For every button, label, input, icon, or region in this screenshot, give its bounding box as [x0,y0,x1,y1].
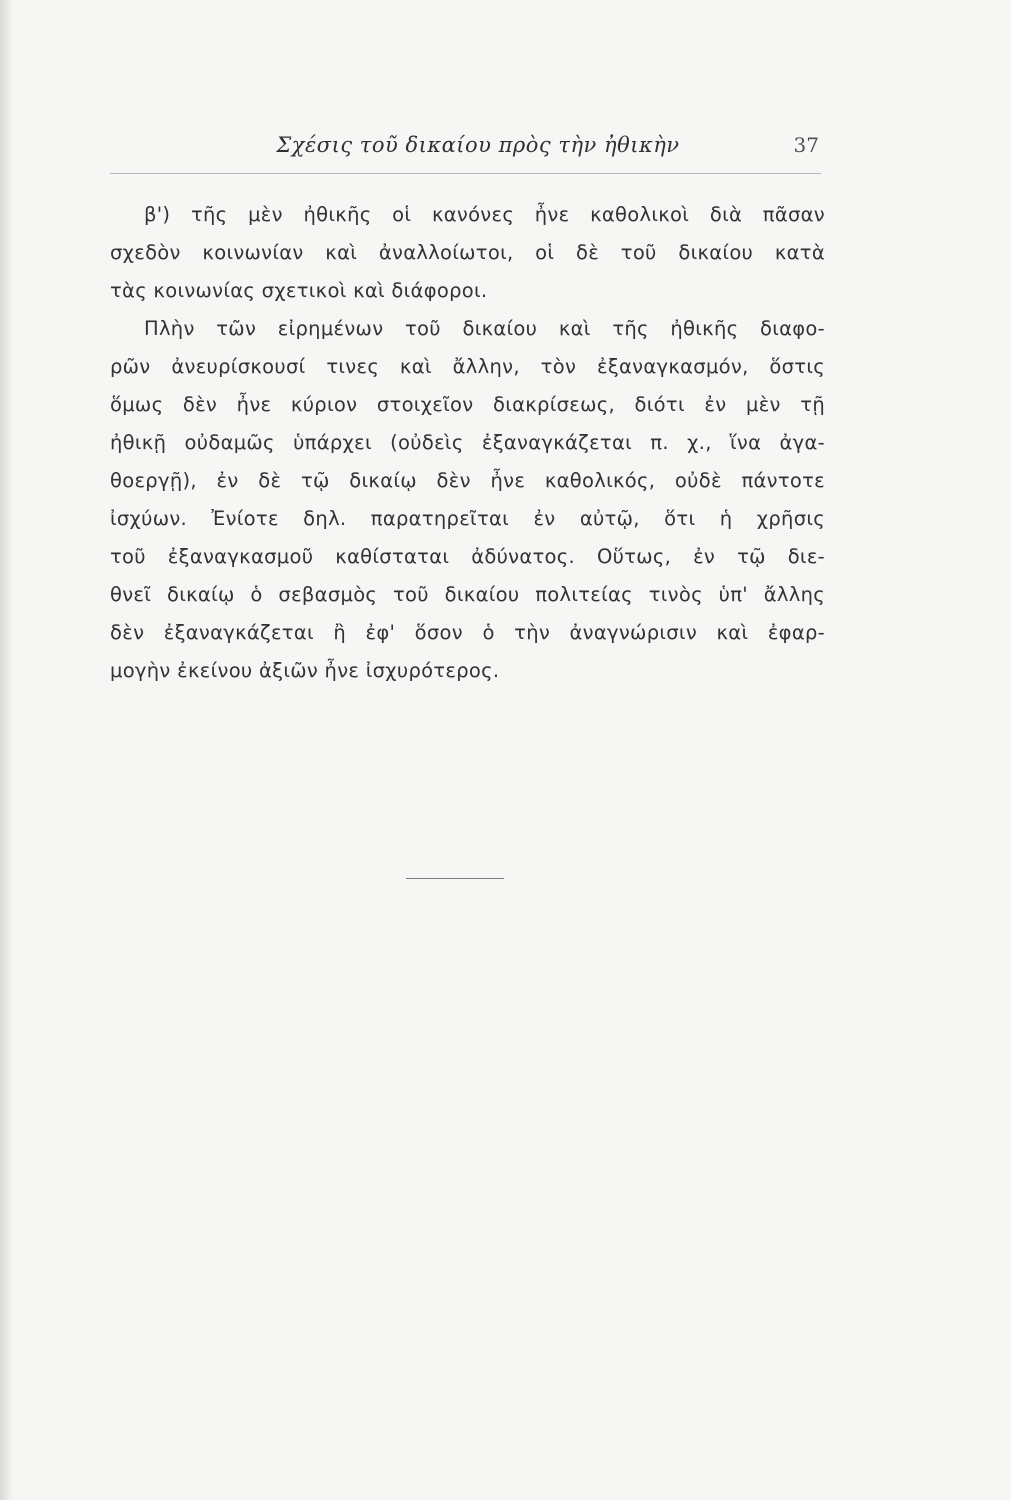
text-line: ὅμως δὲν ἦνε κύριον στοιχεῖον διακρίσεως, διότι ἐν μὲν τῇ [110,393,825,416]
text-line: μογὴν ἐκείνου ἀξιῶν ἦνε ἰσχυρότερος. [110,659,500,682]
text-line: θοεργῇ), ἐν δὲ τῷ δικαίῳ δὲν ἦνε καθολικός, οὐδὲ πάντοτε [110,469,825,492]
end-rule [406,878,504,879]
text-line: ρῶν ἀνευρίσκουσί τινες καὶ ἄλλην, τὸν ἐξαναγκασμόν, ὅστις [110,355,825,378]
text-line: θνεῖ δικαίῳ ὁ σεβασμὸς τοῦ δικαίου πολιτείας τινὸς ὑπ' ἄλλης [110,583,825,606]
text-line: β') τῆς μὲν ἠθικῆς οἱ κανόνες ἦνε καθολικοὶ διὰ πᾶσαν [144,203,825,226]
text-line: σχεδὸν κοινωνίαν καὶ ἀναλλοίωτοι, οἱ δὲ τοῦ δικαίου κατὰ [110,241,825,264]
body-text [110,196,825,690]
page-number: 37 [793,133,819,157]
text-line: τὰς κοινωνίας σχετικοὶ καὶ διάφοροι. [110,279,488,302]
page-edge-shadow [0,0,14,1500]
running-head-title: Σχέσις τοῦ δικαίου πρὸς τὴν ἠθικὴν [276,133,680,157]
text-line: τοῦ ἐξαναγκασμοῦ καθίσταται ἀδύνατος. Οὕτως, ἐν τῷ διε- [110,545,825,568]
text-line: δὲν ἐξαναγκάζεται ἢ ἐφ' ὅσον ὁ τὴν ἀναγνώρισιν καὶ ἐφαρ- [110,621,825,644]
text-line: Πλὴν τῶν εἰρημένων τοῦ δικαίου καὶ τῆς ἠθικῆς διαφο- [144,317,825,340]
running-head [110,133,821,174]
text-line: ἠθικῇ οὐδαμῶς ὑπάρχει (οὐδεὶς ἐξαναγκάζεται π. χ., ἵνα ἀγα- [110,431,825,454]
text-line: ἰσχύων. Ἐνίοτε δηλ. παρατηρεῖται ἐν αὐτῷ, ὅτι ἡ χρῆσις [110,507,825,530]
